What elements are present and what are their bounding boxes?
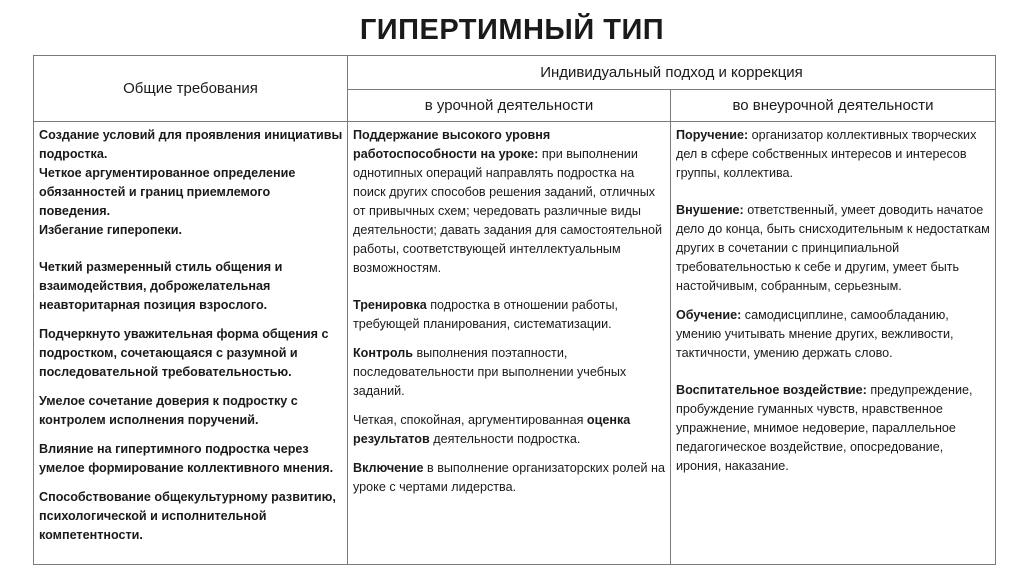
in-class-item: [353, 296, 666, 334]
in-class-text: подростка в отношении работы, требующей планирования, систематизации.: [353, 298, 619, 331]
out-class-keyword: Внушение:: [676, 203, 744, 217]
out-class-keyword: Поручение:: [676, 128, 749, 142]
header-general: Общие требования: [34, 56, 348, 122]
in-class-text: деятельности подростка.: [429, 432, 581, 446]
requirements-table: [33, 55, 996, 565]
header-individual: Индивидуальный подход и коррекция: [348, 56, 996, 90]
in-class-keyword: оценка результатов: [353, 413, 631, 446]
in-class-column: [348, 122, 671, 565]
out-class-item: [676, 381, 991, 476]
general-item: Четкое аргументированное определение обязанностей и границ приемлемого поведения.: [39, 166, 296, 218]
in-class-item: [353, 459, 666, 497]
out-class-text: организатор коллективных творческих дел в сфере собственных интересов и интересов группы, коллектива.: [676, 128, 977, 180]
general-item: Способствование общекультурному развитию, психологической и исполнительной компетентности.: [39, 490, 336, 542]
in-class-text: выполнения поэтапности, последовательности при выполнении учебных заданий.: [353, 346, 627, 398]
general-item: Создание условий для проявления инициативы подростка.: [39, 128, 343, 161]
header-out-class: во внеурочной деятельности: [671, 90, 996, 122]
in-class-item: [353, 126, 666, 278]
in-class-text: Четкая, спокойная, аргументированная: [353, 413, 587, 427]
page-title: ГИПЕРТИМНЫЙ ТИП: [359, 14, 665, 46]
out-class-text: самодисциплине, самообладанию, умению учитывать мнение других, вежливости, тактичности, умению держать слово.: [676, 308, 954, 360]
out-class-text: ответственный, умеет доводить начатое дело до конца, быть снисходительным к недостаткам других в сочетании с принципиальной требовательностью к себе и другим, умеет быть настойчивым, собранным, серьезным.: [676, 203, 990, 293]
in-class-keyword: Включение: [353, 461, 424, 475]
out-class-keyword: Обучение:: [676, 308, 742, 322]
general-item: Влияние на гипертимного подростка через умелое формирование коллективного мнения.: [39, 442, 334, 475]
in-class-keyword: Поддержание высокого уровня работоспособности на уроке:: [353, 128, 551, 161]
out-class-column: [671, 122, 996, 565]
general-item: Подчеркнуто уважительная форма общения с подростком, сочетающаяся с разумной и последовательной требовательностью.: [39, 327, 329, 379]
general-item: Избегание гиперопеки.: [39, 223, 183, 237]
header-in-class: в урочной деятельности: [348, 90, 671, 122]
out-class-text: предупреждение, пробуждение гуманных чувств, нравственное упражнение, мнимое недоверие, параллельное педагогическое воздействие, опосредование, ирония, наказание.: [676, 383, 973, 473]
out-class-keyword: Воспитательное воздействие:: [676, 383, 867, 397]
in-class-keyword: Тренировка: [353, 298, 427, 312]
out-class-item: [676, 201, 991, 296]
general-column: [34, 122, 348, 565]
out-class-item: [676, 306, 991, 363]
general-item: Умелое сочетание доверия к подростку с контролем исполнения поручений.: [39, 394, 298, 427]
in-class-item: [353, 344, 666, 401]
in-class-item: [353, 411, 666, 449]
out-class-item: [676, 126, 991, 183]
in-class-text: при выполнении однотипных операций направлять подростка на поиск других способов решения заданий, отличных от привычных схем; чередовать различные виды деятельности; давать задания для самостоятельной работы, соответствующей интеллектуальным возможностям.: [353, 147, 663, 275]
in-class-text: в выполнение организаторских ролей на уроке с чертами лидерства.: [353, 461, 665, 494]
general-item: Четкий размеренный стиль общения и взаимодействия, доброжелательная неавторитарная позиция взрослого.: [39, 260, 283, 312]
in-class-keyword: Контроль: [353, 346, 413, 360]
